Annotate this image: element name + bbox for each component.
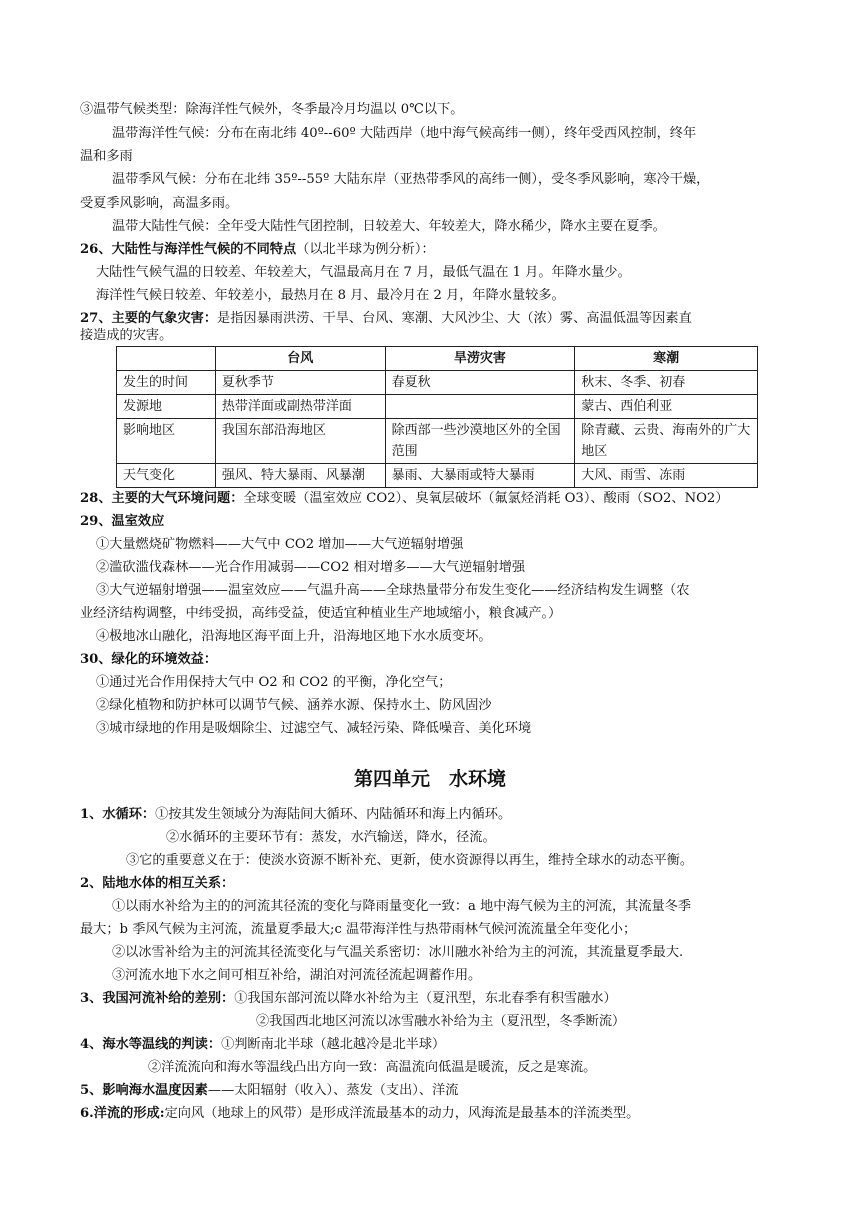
table-row — [117, 395, 758, 419]
text-line: ④极地冰山融化，沿海地区海平面上升，沿海地区地下水水质变坏。 — [96, 629, 492, 644]
item-heading — [80, 648, 217, 671]
text-line: ③大气逆辐射增强——温室效应——气温升高——全球热量带分布发生变化——经济结构发生调整（农 — [96, 583, 690, 598]
item-heading — [80, 872, 234, 895]
item-heading: 1、水循环：①按其发生领域分为海陆间大循环、内陆循环和海上内循环。 — [80, 807, 512, 822]
table-cell: 发生的时间 — [117, 371, 216, 395]
table-row — [117, 464, 758, 488]
table-cell: 热带洋面或副热带洋面 — [215, 395, 385, 419]
hazards-table — [116, 346, 758, 488]
item-number-title: 2、陆地水体的相互关系： — [80, 876, 235, 891]
item-heading: 6.洋流的形成:定向风（地球上的风带）是形成洋流最基本的动力，风海流是最基本的洋流类型。 — [80, 1106, 640, 1121]
text-line: 业经济结构调整，中纬受损，高纬受益，使适宜种植业生产地域缩小，粮食减产。） — [80, 606, 562, 621]
text-line: 温带海洋性气候：分布在南北纬 40º--60º 大陆西岸（地中海气候高纬一侧），终年受西风控制，终年 — [112, 126, 697, 141]
table-row — [117, 371, 758, 395]
item-number-title: 30、绿化的环境效益： — [80, 652, 218, 667]
text-line: ②以冰雪补给为主的河流其径流变化与气温关系密切：冰川融水补给为主的河流，其流量夏季最大. — [112, 945, 684, 960]
item-number-title: 28、主要的大气环境问题： — [80, 491, 244, 506]
item-number-title: 26、大陆性与海洋性气候的不同特点 — [80, 242, 297, 257]
text-line: ①通过光合作用保持大气中 O2 和 CO2 的平衡，净化空气； — [96, 675, 452, 690]
table-cell: 秋末、冬季、初春 — [575, 371, 758, 395]
table-cell: 蒙古、西伯利亚 — [575, 395, 758, 419]
item-number-title: 4、海水等温线的判读： — [80, 1037, 222, 1052]
item-number-title: 29、温室效应 — [80, 514, 165, 529]
table-row — [117, 419, 758, 464]
table-cell — [385, 395, 575, 419]
text-line: 最大；b 季风气候为主河流，流量夏季最大;c 温带海洋性与热带雨林气候河流流量全年变化小； — [80, 922, 637, 937]
text-line: ③城市绿地的作用是吸烟除尘、过滤空气、减轻污染、降低噪音、美化环境 — [96, 721, 532, 736]
table-cell: 影响地区 — [117, 419, 216, 464]
table-cell: 大风、雨雪、冻雨 — [575, 464, 758, 488]
text-line: 温带季风气候：分布在北纬 35º--55º 大陆东岸（亚热带季风的高纬一侧），受冬季风影响，寒冷干燥， — [112, 172, 710, 187]
table-cell: 春夏秋 — [385, 371, 575, 395]
item-number-title: 5、影响海水温度因素 — [80, 1083, 208, 1098]
text-line: 接造成的灾害。 — [80, 328, 173, 343]
table-header-cell: 旱涝灾害 — [385, 347, 575, 371]
text-line: ①大量燃烧矿物燃料——大气中 CO2 增加——大气逆辐射增强 — [96, 537, 464, 552]
item-heading: 4、海水等温线的判读：①判断南北半球（越北越冷是北半球） — [80, 1037, 446, 1052]
text-line: ②滥砍滥伐森林——光合作用减弱——CO2 相对增多——大气逆辐射增强 — [96, 560, 526, 575]
text-line: ②洋流流向和海水等温线凸出方向一致：高温流向低温是暖流，反之是寒流。 — [148, 1060, 597, 1075]
table-cell: 除青藏、云贵、海南外的广大地区 — [575, 419, 758, 464]
item-heading: 3、我国河流补给的差别：①我国东部河流以降水补给为主（夏汛型，东北春季有积雪融水） — [80, 991, 617, 1006]
table-header-cell: 寒潮 — [575, 347, 758, 371]
table-cell: 天气变化 — [117, 464, 216, 488]
text-line: ③温带气候类型：除海洋性气候外，冬季最冷月均温以 0℃以下。 — [80, 102, 464, 117]
table-cell: 除西部一些沙漠地区外的全国范围 — [385, 419, 575, 464]
table-header-row — [117, 347, 758, 371]
item-heading: 28、主要的大气环境问题：全球变暖（温室效应 CO2）、臭氧层破坏（氟氯烃消耗 O3）、酸雨（SO2、NO2） — [80, 491, 729, 506]
item-heading — [80, 510, 164, 533]
item-number-title: 1、水循环： — [80, 807, 156, 822]
text-line: ②我国西北地区河流以冰雪融水补给为主（夏汛型，冬季断流） — [256, 1014, 626, 1029]
item-number-title: 27、主要的气象灾害： — [80, 311, 218, 326]
table-cell: 暴雨、大暴雨或特大暴雨 — [385, 464, 575, 488]
text-line: ①以雨水补给为主的的河流其径流的变化与降雨量变化一致：a 地中海气候为主的河流，其流量冬季 — [112, 899, 692, 914]
table-header-cell — [117, 347, 216, 371]
text-line: 海洋性气候日较差、年较差小，最热月在 8 月、最冷月在 2 月，年降水量较多。 — [96, 288, 565, 303]
text-line: ③河流水地下水之间可相互补给，湖泊对河流径流起调蓄作用。 — [112, 968, 482, 983]
section-title: 第四单元 水环境 — [353, 768, 506, 790]
text-line: 温和多雨 — [80, 149, 133, 164]
item-number-title: 3、我国河流补给的差别： — [80, 991, 235, 1006]
text-line: 温带大陆性气候：全年受大陆性气团控制，日较差大、年较差大，降水稀少，降水主要在夏季。 — [112, 219, 666, 234]
table-cell: 强风、特大暴雨、风暴潮 — [215, 464, 385, 488]
item-heading: 27、主要的气象灾害：是指因暴雨洪涝、干旱、台风、寒潮、大风沙尘、大（浓）雾、高温低温等因素直 — [80, 311, 692, 326]
table-cell: 我国东部沿海地区 — [215, 419, 385, 464]
text-line: ②水循环的主要环节有：蒸发，水汽输送，降水，径流。 — [166, 830, 496, 845]
item-heading: 5、影响海水温度因素——太阳辐射（收入）、蒸发（支出）、洋流 — [80, 1083, 459, 1098]
text-line: 大陆性气候气温的日较差、年较差大，气温最高月在 7 月，最低气温在 1 月。年降水量少。 — [96, 265, 631, 280]
text-line: ②绿化植物和防护林可以调节气候、涵养水源、保持水土、防风固沙 — [96, 698, 492, 713]
item-number-title: 6.洋流的形成: — [80, 1106, 165, 1121]
text-line: 受夏季风影响，高温多雨。 — [80, 196, 239, 211]
table-header-cell: 台风 — [215, 347, 385, 371]
table-cell: 夏秋季节 — [215, 371, 385, 395]
item-heading: 26、大陆性与海洋性气候的不同特点（以北半球为例分析）： — [80, 242, 435, 257]
table-cell: 发源地 — [117, 395, 216, 419]
text-line: ③它的重要意义在于：使淡水资源不断补充、更新，使水资源得以再生，维持全球水的动态平衡。 — [126, 853, 694, 868]
